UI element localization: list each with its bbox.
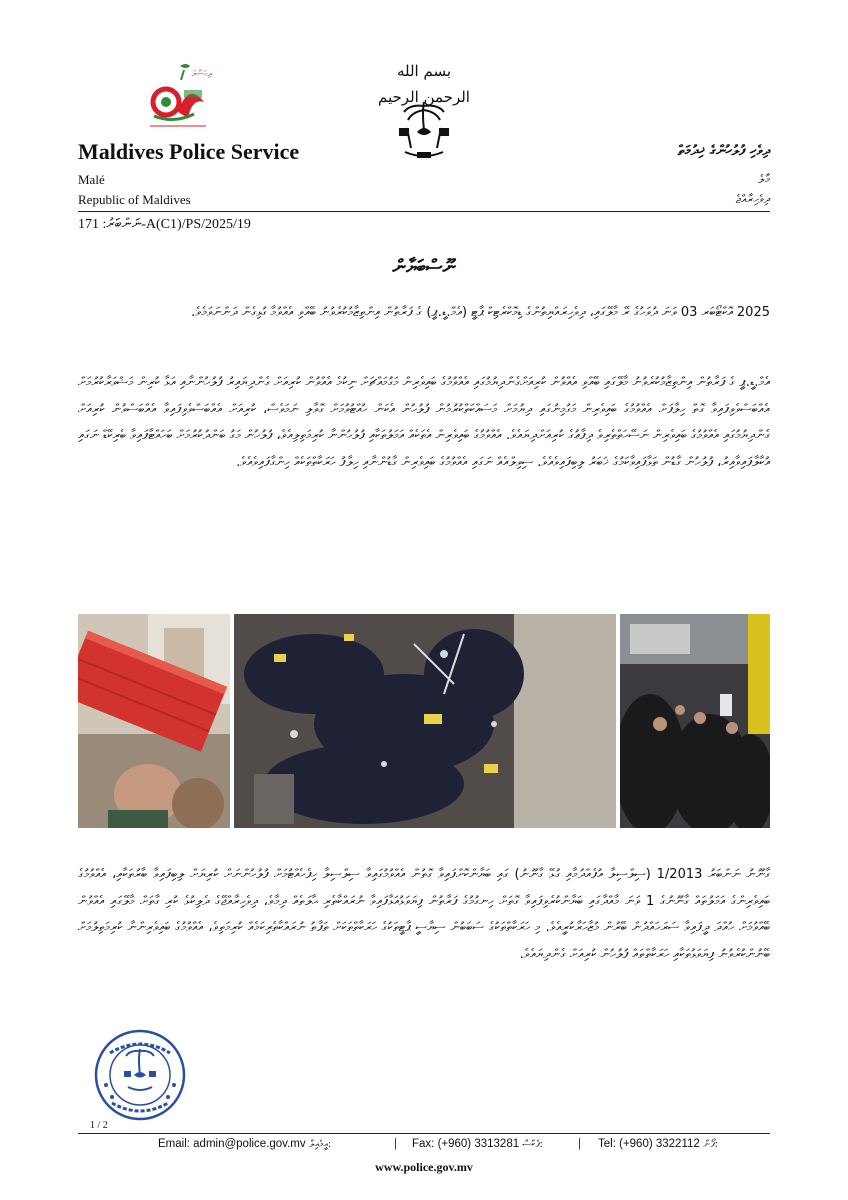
reference-number: ނަންބަރު: 171-A(C1)/PS/2025/19 — [78, 217, 251, 232]
city-dhivehi: މާލެ — [758, 172, 770, 186]
photo-crowd-night — [620, 614, 770, 828]
page-number: 1 / 2 — [90, 1120, 108, 1131]
separator: | — [394, 1138, 397, 1150]
paragraph-events: އެމް.ޑީ.ޕީ ގެ ފަރާތުން އިންތިޒާމުކުރެވުނު މާލޭގައި ބޭއްވި އެއްވުން ކުރިއަށްގެންދިޔުމުގައި އެއްވުމުގެ ބައިވެރިން މަގުމައްޗަށް ނިކުމެ އެއްވުން ކުރިއަށް ގެންދިޔައިރު ފުލުހުންނާއި އަޅާ ކުރިން މަޝްވަރާކުރުމަށް އެއްބަސްވެވިފައިވާ ގޮތް ހިލާފަށް އެއްވުމުގެ ބައިވެރިން މަގުމިނުގައި ދިޔުމަށް މަސައްކަތްކުރުމުން ފުލުހުން އެކަން ހުއްޓުވުމަށް ގޮވާލި ނަމަވެސް، ކުރިއަށް އެއްބަސްވެވިފައިވާ އެއްބަސްވުން ކުރިއަށް ގެންދިޔުމުގައި އެއްވުމުގެ ބައިވެރިން ނަސޭހަތްތެރިވެ ދިފާޢުގެ ކުރިއަށްދިޔައެވެ. އެއްވުމުގެ ބައިވެރިން އެތަކެއް އަމަލުތަކާއި ފުލުހުންނާ ކުރިމަތިލިއެވެ، ފުލުހުން މަގު ބަންދުކުރުމަށް ބަހައްޓާފައިވާ ބެރިކޭޑް ނަގައި އުކާލާފައިވާއިރު، ފުލުހުން ގާޑުން ތަޅާފައިވާކަމުގެ ޚަބަރު ލިބިފައިވެއެވެ. ސިވިލްއެއް ނަގައި އެއްވުމުގެ ބައިވެރިން ގާޑުންނާއި ހިލާފު ހަރަކާތްތަކެއް ހިންގާފައިވެއެވެ. — [78, 375, 770, 470]
fax-label: Fax: — [412, 1138, 435, 1150]
svg-text:ދިހަސާލަ: ދިހަސާލަ — [192, 69, 212, 78]
paragraph-legal: ގާނޫނު ނަންބަރު 1/2013 (ސިލްސިލާ އުފެއްދުމާއި ގުޅޭ ގާނޫނު) ގައި ބަޔާންކޮށްފައިވާ ގޮތުން އެއްވުމުގައިވާ ސިލްސިލާ ހިފެހެއްޓުމަށް ފުލުހުންނަށް ކުރިޔަށް ލިބިފައިވާ ބާރުތަކާއި، އެއްވުމުގެ ބައިވެރިންގެ އަމަލުތައް ގާނޫނުގެ 1 ވަނަ މާއްދާގައި ބަޔާންކުރެވިފައިވާ ގޮތަށް ހިނގުމުގެ ފަރާތުން ފިޔަވަޅުއަޅާފައިވާ ނުރައްކާތެރި ޙާލަތެއް ދިމާވެ، ދިވެހިރާއްޖޭގެ ދެލިކުޅެ ކުރި ގާތަށް މާލޭގައި އެއްވުން ބޭއްވުމަށް ހުއްދަ ދީފައިވާ ސަރަހައްދުން ބޭރުން މުޒާހަރާކުރީއެވެ. މި ހަރަކާތްތަކުގެ ސަބަބުން ސިޔާސީ ޕާޓީތަކުގެ ހަރަކާތްތަކަށް ތަފާތު ނުރައްކާތެރިކަމެއް ކުރިމަތިވެ، އެއްވުމުގެ ބައިވެރިންނާ ކުރިމަތިލުމަށް ބޭނުންކުރެވުނު ފިޔަވަޅުތަކާއި ހަރަކާތްތައް ފުލުހުން ކުރިއަށް ގެންދިޔައެވެ. — [78, 867, 771, 962]
bismillah-calligraphy: بسم الله الرحمن الرحيم — [378, 62, 470, 106]
website-link[interactable]: www.police.gov.mv — [375, 1160, 473, 1174]
email-label-dhivehi: އީމެއިލް: — [308, 1139, 332, 1150]
org-name-dhivehi: ދިވެހި ފުލުހުންގެ ޚިދުމަތް — [677, 143, 770, 159]
national-emblem — [395, 98, 453, 162]
country-english: Republic of Maldives — [78, 192, 191, 207]
separator: | — [578, 1138, 581, 1150]
email-label: Email: — [158, 1138, 190, 1150]
org-name-english: Maldives Police Service — [78, 139, 300, 164]
contact-line — [78, 1138, 770, 1156]
fax-number: (+960) 3313281 — [437, 1138, 520, 1150]
document-title: ނޫސްބަޔާން — [392, 256, 456, 278]
paragraph-intro: 2025 އޮކްޓޯބަރ 03 ވަނަ ދުވަހުގެ ރޭ މާލޭގައި، ދިވެހިރައްޔިތުންގެ ޑިމޮކްރެޓިކް ޕާޓީ (އެމް.ޑީ.ޕީ) ގެ ފަރާތުން އިންތިޒާމުކުރެވުނު ބޭއްވި އެއްވުމާ ގުޅިގެން ދަންނަވަމެވެ. — [191, 305, 770, 320]
tel-label: Tel: — [598, 1138, 616, 1150]
header-divider — [78, 211, 770, 212]
anniversary-logo — [140, 60, 216, 132]
fax-label-dhivehi: ފެކްސް: — [522, 1139, 543, 1150]
photo-barricade-lifted — [78, 614, 230, 828]
footer-divider — [78, 1133, 770, 1134]
city-english: Malé — [78, 172, 105, 187]
photo-crowd-aerial — [234, 614, 616, 828]
email-link[interactable]: admin@police.gov.mv — [193, 1138, 306, 1150]
tel-label-dhivehi: ފޯން: — [703, 1139, 718, 1150]
country-dhivehi: ދިވެހިރާއްޖެ — [735, 192, 770, 206]
police-seal-stamp — [92, 1027, 188, 1123]
tel-number: (+960) 3322112 — [619, 1138, 700, 1150]
